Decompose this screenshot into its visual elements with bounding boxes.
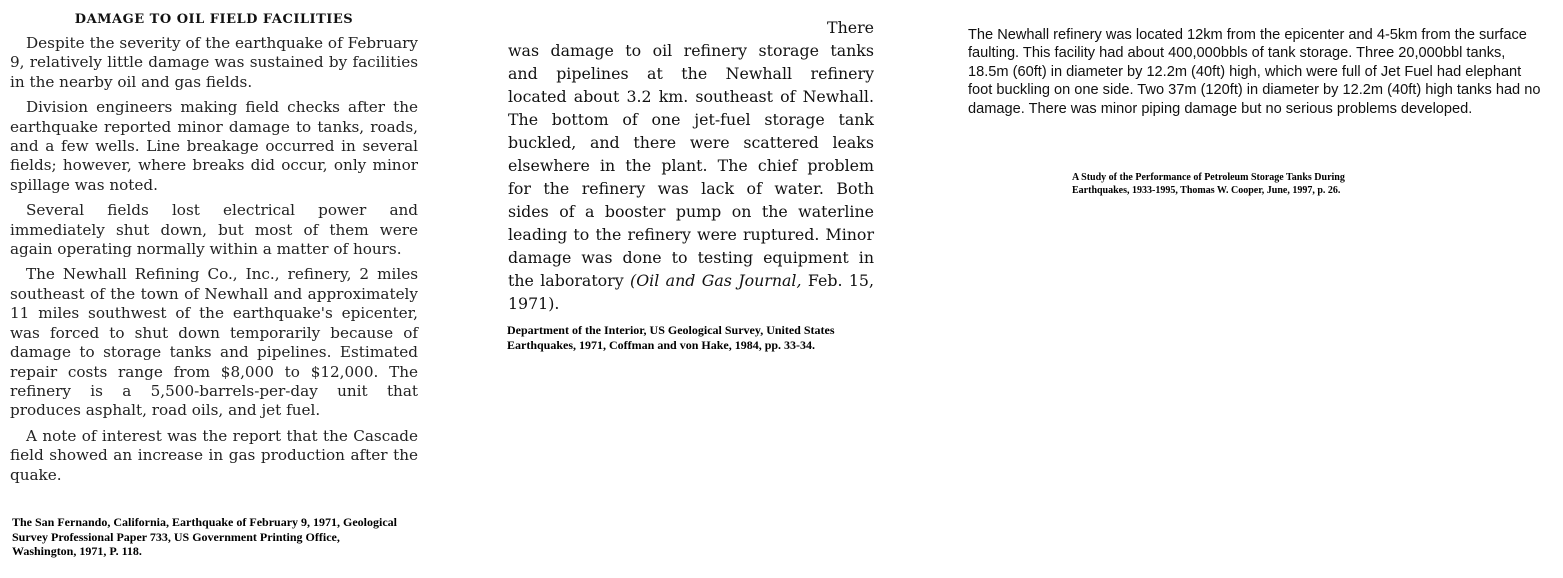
paragraph: Despite the severity of the earthquake of February 9, relatively little damage was sustained by facilities in the nearby oil and gas fields. <box>10 34 418 91</box>
paragraph: Several fields lost electrical power and immediately shut down, but most of them were again operating normally within a matter of hours. <box>10 201 418 259</box>
citation-tank-study: A Study of the Performance of Petroleum Storage Tanks During Earthquakes, 1933-1995, Thomas W. Cooper, June, 1997, p. 26. <box>1072 172 1345 196</box>
citation-professional-paper: The San Fernando, California, Earthquake of February 9, 1971, Geological Survey Professional Paper 733, US Government Printing Office, Washington, 1971, P. 118. <box>12 515 398 558</box>
tank-performance-study-excerpt <box>968 26 1543 118</box>
paragraph: A note of interest was the report that the Cascade field showed an increase in gas production after the quake. <box>10 426 418 484</box>
usgs-professional-paper-excerpt <box>10 12 418 491</box>
excerpt-paragraph <box>508 16 874 315</box>
us-earthquakes-excerpt <box>508 16 874 315</box>
lead-word: There <box>827 18 874 37</box>
journal-name: (Oil and Gas Journal, <box>630 271 802 290</box>
citation-us-earthquakes: Department of the Interior, US Geological Survey, United States Earthquakes, 1971, Coffman and von Hake, 1984, pp. 33-34. <box>507 323 835 352</box>
paragraph: The Newhall Refining Co., Inc., refinery, 2 miles southeast of the town of Newhall and approximately 11 miles southwest of the earthquake's epicenter, was forced to shut down temporarily because of damage to storage tanks and pipelines. Estimated repair costs range from $8,000 to $12,000. The refinery is a 5,500-barrels-per-day unit that produces asphalt, road oils, and jet fuel. <box>10 265 418 420</box>
journal-date: Feb. 15, 1971). <box>508 271 874 313</box>
study-paragraph: The Newhall refinery was located 12km from the epicenter and 4-5km from the surface faulting. This facility had about 400,000bbls of tank storage. Three 20,000bbl tanks, 18.5m (60ft) in diameter by 12.2m (40ft) high, which were full of Jet Fuel had elephant foot buckling on one side. Two 37m (120ft) in diameter by 12.2m (40ft) high tanks had no damage. There was minor piping damage but no serious problems developed. <box>968 27 1541 117</box>
paragraph: Division engineers making field checks after the earthquake reported minor damage to tanks, roads, and a few wells. Line breakage occurred in several fields; however, where breaks did occur, only minor spillage was noted. <box>10 98 418 194</box>
section-heading: DAMAGE TO OIL FIELD FACILITIES <box>74 12 354 27</box>
excerpt-body: was damage to oil refinery storage tanks and pipelines at the Newhall refinery located about 3.2 km. southeast of Newhall. The bottom of one jet-fuel storage tank buckled, and there were scattered leaks elsewhere in the plant. The chief problem for the refinery was lack of water. Both sides of a booster pump on the waterline leading to the refinery were ruptured. Minor damage was done to testing equipment in the laboratory <box>508 41 874 290</box>
